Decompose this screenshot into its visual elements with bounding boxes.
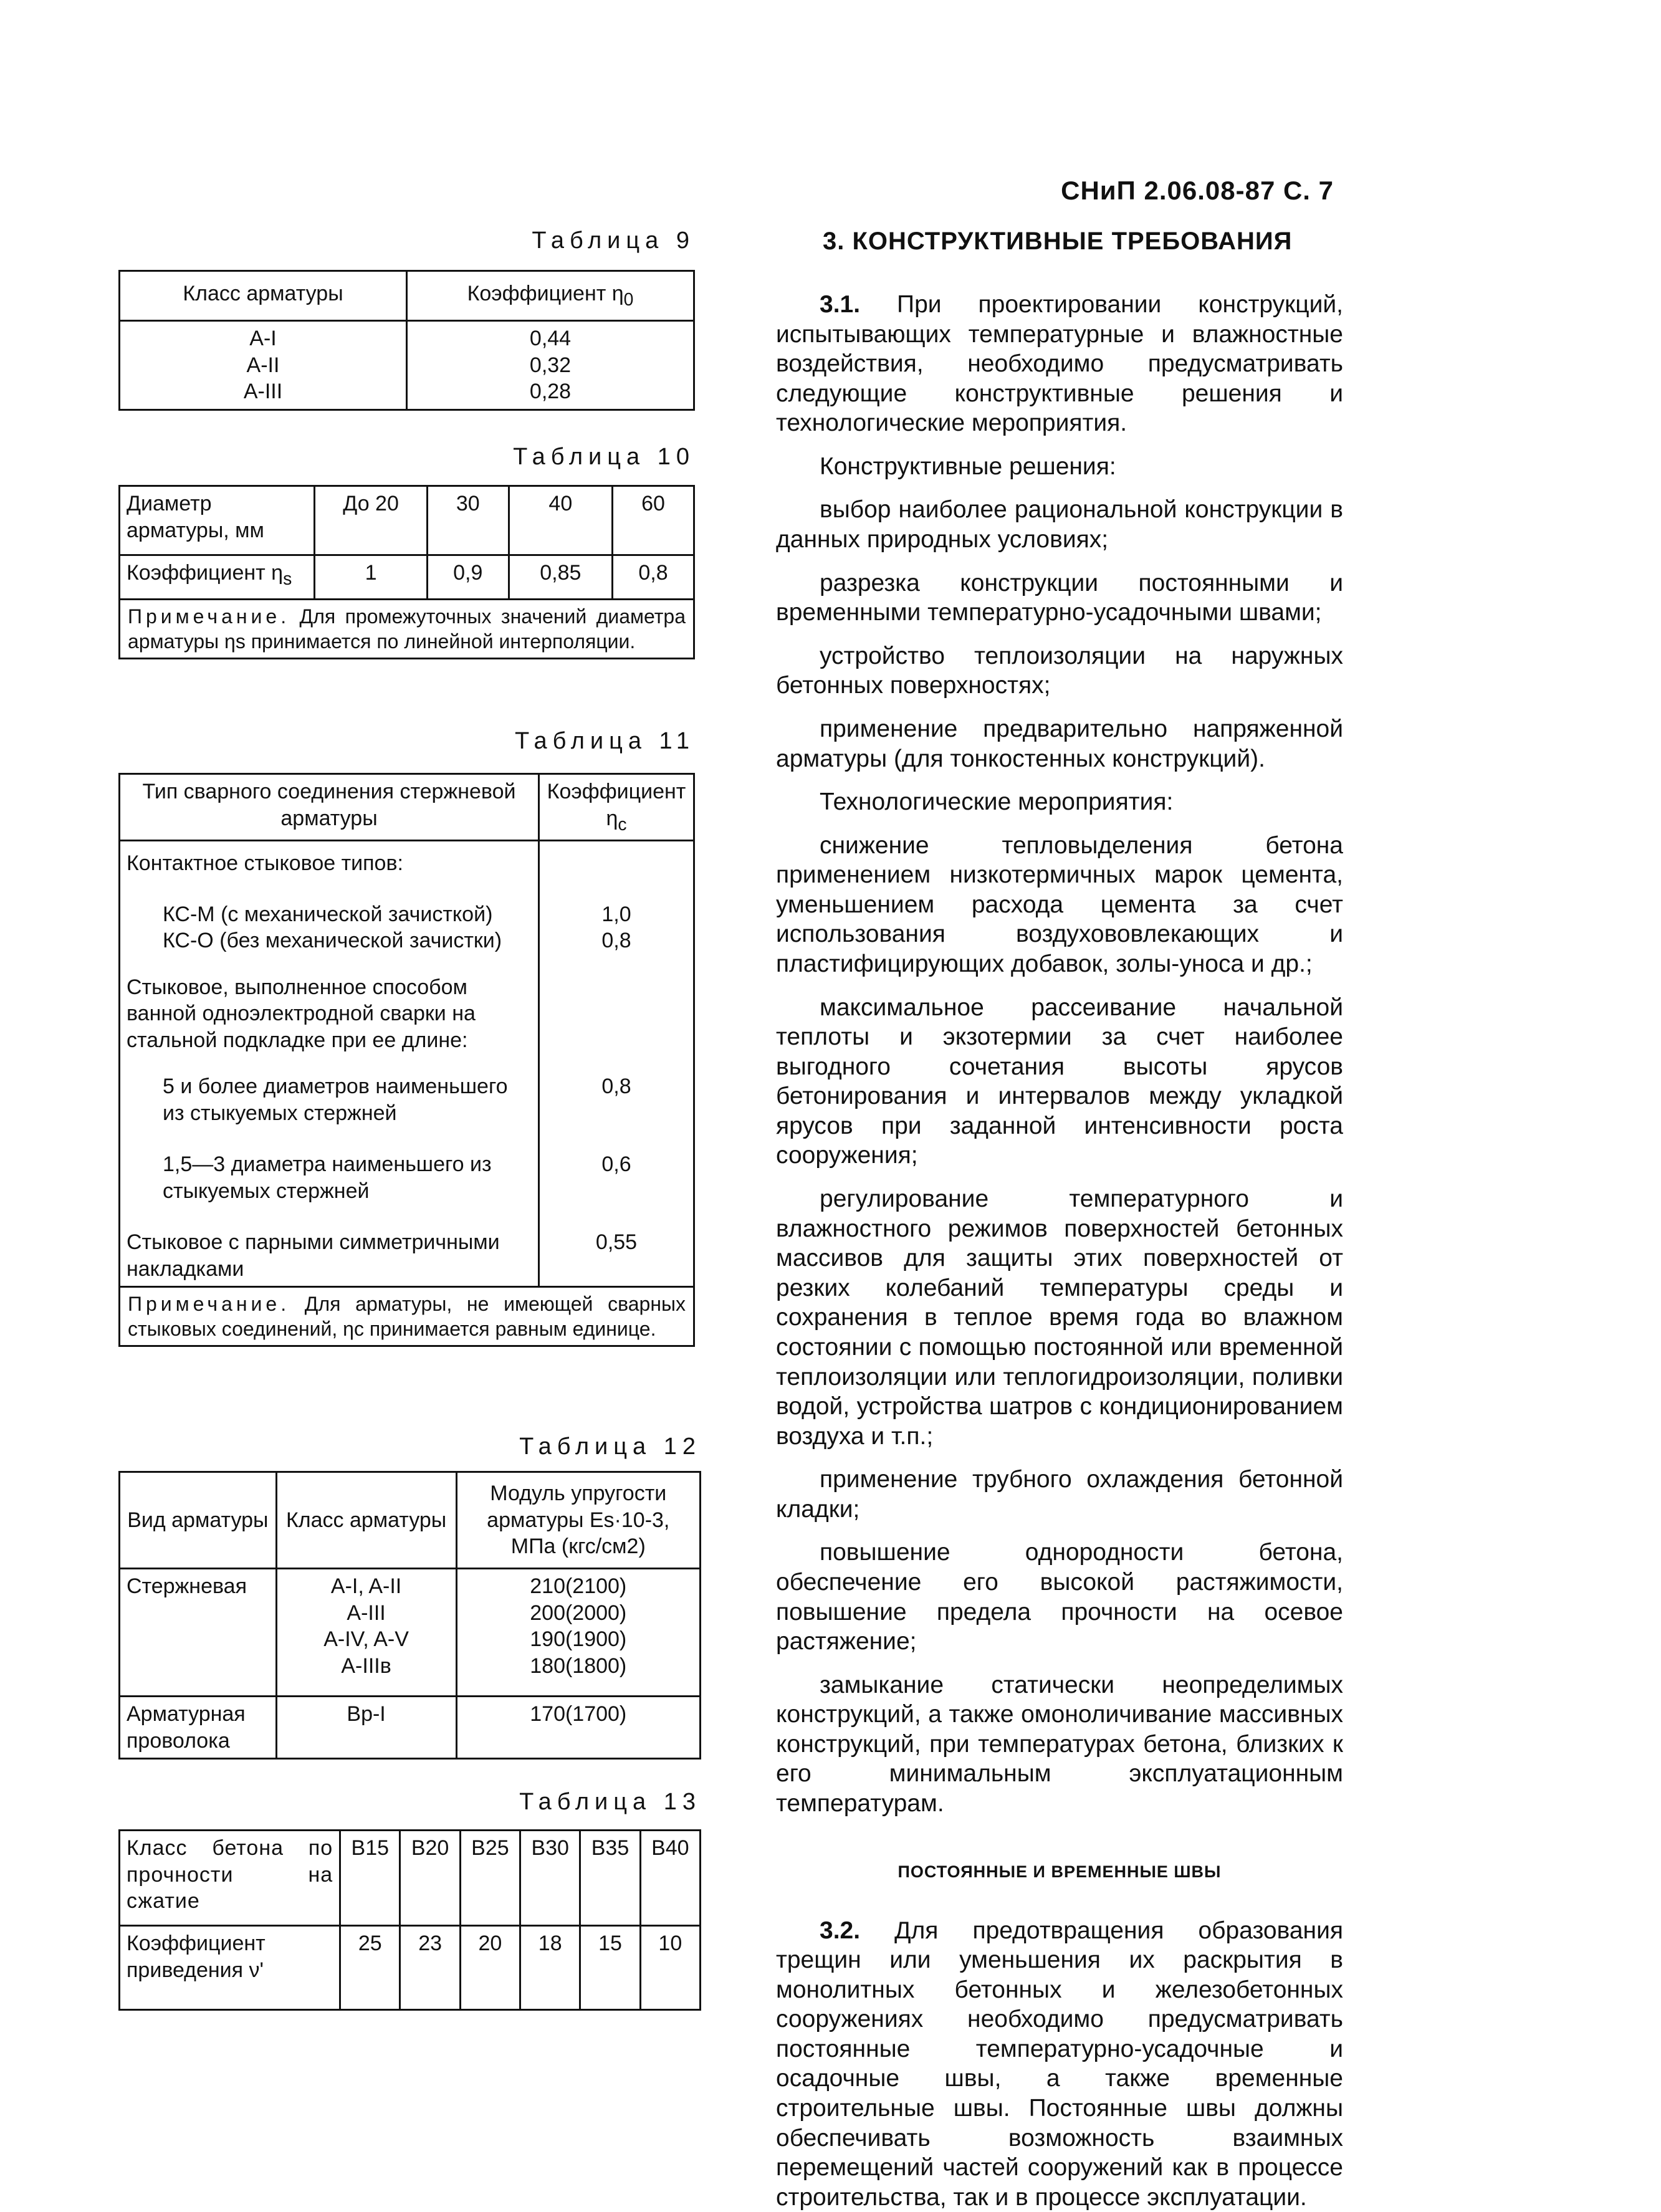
- table12-rod-classes: A-I, A-II A-III A-IV, A-V A-IIIв: [276, 1569, 456, 1697]
- table13-caption: Таблица 13: [519, 1789, 701, 1815]
- table13-class: B40: [640, 1831, 700, 1926]
- table10-diameter-label: Диаметр арматуры, мм: [120, 486, 315, 555]
- table10-coef: 0,8: [612, 555, 694, 600]
- table-13: [118, 1829, 701, 2011]
- table11-value-15d: 0,6: [539, 1130, 694, 1208]
- table10-diameter: 40: [509, 486, 612, 555]
- table11-header-type: Тип сварного соединения стержневой арматуры: [120, 774, 539, 841]
- table10-coef: 1: [315, 555, 427, 600]
- paragraph-3-2: 3.2. Для предотвращения образования трещин или уменьшения их раскрытия в монолитных бетонных и железобетонных сооружениях необходимо предусматривать постоянные температурно-усадочные и осадочные швы, а также временные строительные швы. Постоянные швы должны обеспечивать возможность взаимных перемещений частей сооружений как в процессе строительства, так и в процессе эксплуатации.: [776, 1917, 1343, 2211]
- design-item: применение предварительно напряженной арматуры (для тонкостенных конструкций).: [776, 715, 1343, 772]
- table10-coef: 0,85: [509, 555, 612, 600]
- table11-note: Примечание. Для арматуры, не имеющей сварных стыковых соединений, ηc принимается равным единице.: [120, 1287, 694, 1346]
- table12-wire-label: Арматурная проволока: [120, 1697, 277, 1759]
- table13-value: 23: [400, 1926, 460, 2010]
- table13-value: 20: [460, 1926, 520, 2010]
- right-column: [776, 290, 1343, 2212]
- tech-item: регулирование температурного и влажностного режимов поверхностей бетонных массивов для защиты этих поверхностей от резких колебаний температуры среды и сохранения в теплое время года во влажном состоянии с помощью постоянной или временной теплоизоляции или теплогидроизоляции, поливки водой, устройства шатров с кондиционированием воздуха и т.п.;: [776, 1185, 1343, 1450]
- table9-classes: A-I A-II A-III: [120, 321, 407, 410]
- table9-header-class: Класс арматуры: [120, 271, 407, 321]
- table10-caption: Таблица 10: [513, 444, 695, 470]
- table13-class: B30: [520, 1831, 580, 1926]
- table12-wire-value: 170(1700): [456, 1697, 700, 1759]
- table11-row-pair: Стыковое с парными симметричными накладками: [120, 1208, 539, 1287]
- table11-row-15d: 1,5—3 диаметра наименьшего из стыкуемых стержней: [120, 1130, 539, 1208]
- table-11: [118, 773, 695, 1347]
- table13-value: 18: [520, 1926, 580, 2010]
- table-10: [118, 485, 695, 659]
- table11-row-ks: КС-М (с механической зачисткой) КС-О (без механической зачистки): [120, 898, 539, 958]
- table9-caption: Таблица 9: [532, 227, 695, 254]
- table10-note: Примечание. Для промежуточных значений диаметра арматуры ηs принимается по линейной интерполяции.: [120, 600, 694, 659]
- table11-value-5d: 0,8: [539, 1057, 694, 1130]
- table12-caption: Таблица 12: [519, 1434, 701, 1460]
- table12-header-class: Класс арматуры: [276, 1472, 456, 1569]
- table10-diameter: 30: [427, 486, 509, 555]
- paragraph-3-1: 3.1. При проектировании конструкций, испытывающих температурные и влажностные воздействия, необходимо предусматривать следующие конструктивные решения и технологические мероприятия.: [776, 291, 1343, 437]
- design-item: устройство теплоизоляции на наружных бетонных поверхностях;: [776, 642, 1343, 699]
- table9-header-coef: Коэффициент $\eta_0$: [407, 271, 694, 321]
- table13-value: 15: [580, 1926, 640, 2010]
- table10-diameter: До 20: [315, 486, 427, 555]
- table10-coef: 0,9: [427, 555, 509, 600]
- table13-value: 10: [640, 1926, 700, 2010]
- table11-row-contact: Контактное стыковое типов:: [120, 840, 539, 898]
- table13-class: B25: [460, 1831, 520, 1926]
- subsection-title: ПОСТОЯННЫЕ И ВРЕМЕННЫЕ ШВЫ: [898, 1862, 1222, 1881]
- table13-class: B35: [580, 1831, 640, 1926]
- table10-diameter: 60: [612, 486, 694, 555]
- table12-wire-class: Вр-I: [276, 1697, 456, 1759]
- tech-item: максимальное рассеивание начальной теплоты и экзотермии за счет наиболее выгодного сочетания высоты ярусов бетонирования и интервалов между укладкой ярусов при заданной интенсивности роста сооружения;: [776, 993, 1343, 1169]
- tech-item: замыкание статически неопределимых конструкций, а также омоноличивание массивных конструкций, при температурах бетона, близких к его минимальным эксплуатационным температурам.: [776, 1671, 1343, 1817]
- table12-rod-values: 210(2100) 200(2000) 190(1900) 180(1800): [456, 1569, 700, 1697]
- section-title: 3. КОНСТРУКТИВНЫЕ ТРЕБОВАНИЯ: [823, 227, 1293, 255]
- table13-class: B20: [400, 1831, 460, 1926]
- table12-rod-label: Стержневая: [120, 1569, 277, 1697]
- design-item: разрезка конструкции постоянными и временными температурно-усадочными швами;: [776, 569, 1343, 626]
- table13-coef-label: Коэффициент приведения ν': [120, 1926, 340, 2010]
- tech-item: снижение тепловыделения бетона применением низкотермичных марок цемента, уменьшением расхода цемента за счет использования воздухововлекающих и пластифицирующих добавок, золы-уноса и др.;: [776, 831, 1343, 977]
- table-9: [118, 270, 695, 411]
- tech-heading: Технологические мероприятия:: [820, 788, 1174, 816]
- table11-value-pair: 0,55: [539, 1208, 694, 1287]
- table11-values-ks: 1,0 0,8: [539, 898, 694, 958]
- design-item: выбор наиболее рациональной конструкции в данных природных условиях;: [776, 496, 1343, 553]
- table11-row-5d: 5 и более диаметров наименьшего из стыкуемых стержней: [120, 1057, 539, 1130]
- table13-class-label: Класс бетона по прочности на сжатие: [120, 1831, 340, 1926]
- table9-values: 0,44 0,32 0,28: [407, 321, 694, 410]
- tech-item: применение трубного охлаждения бетонной кладки;: [776, 1466, 1343, 1523]
- table11-caption: Таблица 11: [515, 728, 695, 754]
- table11-row-bath: Стыковое, выполненное способом ванной одноэлектродной сварки на стальной подкладке при ее длине:: [120, 958, 539, 1058]
- table11-header-coef: Коэффициент $\eta_c$: [539, 774, 694, 841]
- table12-header-kind: Вид арматуры: [120, 1472, 277, 1569]
- tech-item: повышение однородности бетона, обеспечение его высокой растяжимости, повышение предела прочности на осевое растяжение;: [776, 1539, 1343, 1655]
- table10-coef-label: Коэффициент $\eta_s$: [120, 555, 315, 600]
- table13-class: B15: [340, 1831, 400, 1926]
- design-heading: Конструктивные решения:: [820, 452, 1116, 480]
- table-12: [118, 1471, 701, 1760]
- table12-header-modulus: Модуль упругости арматуры Es·10-3, МПа (кгс/см2): [456, 1472, 700, 1569]
- running-header: СНиП 2.06.08-87 С. 7: [1061, 176, 1334, 205]
- table13-value: 25: [340, 1926, 400, 2010]
